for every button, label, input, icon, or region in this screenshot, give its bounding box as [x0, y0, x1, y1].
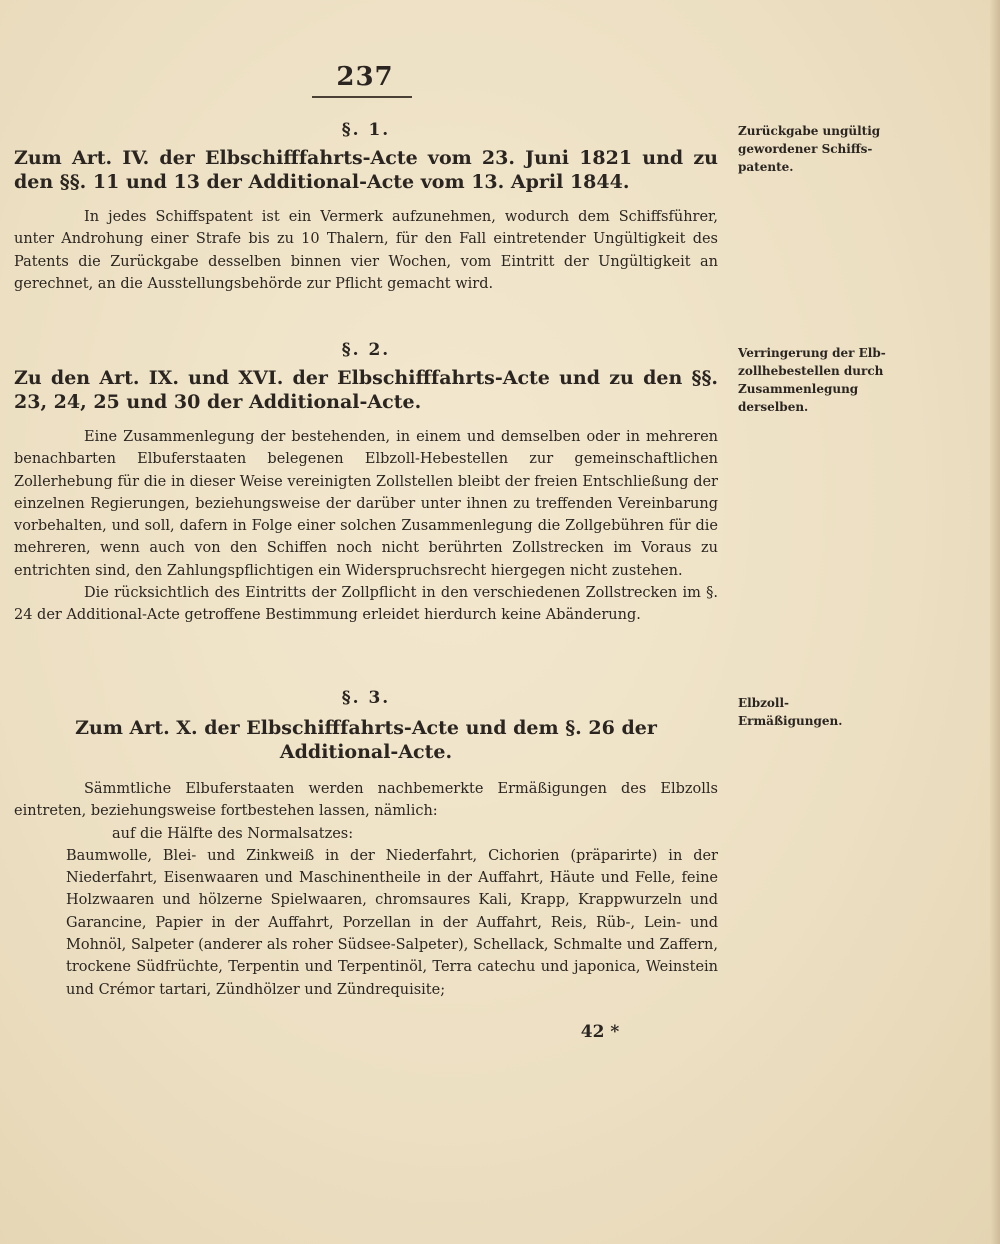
section-3 — [14, 688, 718, 1001]
section-heading: Zu den Art. IX. und XVI. der Elbschifffahrts-Acte und zu den §§. 23, 24, 25 und 30 der Additional-Acte. — [14, 367, 718, 413]
section-2 — [14, 340, 718, 627]
section-heading: Zum Art. IV. der Elbschifffahrts-Acte vom 23. Juni 1821 und zu den §§. 11 und 13 der Additional-Acte vom 13. April 1844. — [14, 147, 718, 193]
signature-mark: 42 * — [580, 1022, 620, 1042]
margin-note-3: Elbzoll-Ermäßigungen. — [738, 696, 843, 728]
margin-note-2: Verringerung der Elb-zollhebestellen durch Zusammenlegung derselben. — [738, 346, 886, 414]
page-edge — [990, 0, 1000, 1244]
section-label: §. 1. — [341, 120, 391, 140]
margin-note-1: Zurückgabe ungültig gewordener Schiffs-patente. — [738, 124, 881, 174]
section-heading: Zum Art. X. der Elbschifffahrts-Acte und dem §. 26 der Additional-Acte. — [75, 717, 657, 763]
paragraph: Die rücksichtlich des Eintritts der Zollpflicht in den verschiedenen Zollstrecken im §. 24 der Additional-Acte getroffene Bestimmung erleidet hierdurch keine Abänderung. — [14, 585, 718, 624]
header-rule — [312, 96, 412, 98]
paragraph: Sämmtliche Elbuferstaaten werden nachbemerkte Ermäßigungen des Elbzolls eintreten, beziehungsweise fortbestehen lassen, nämlich: — [14, 781, 718, 820]
goods-list: Baumwolle, Blei- und Zinkweiß in der Niederfahrt, Cichorien (präparirte) in der Niederfahrt, Eisenwaaren und Maschinentheile in der Auffahrt, Häute und Felle, feine Holzwaaren und hölzerne Spielwaaren, chromsaures Kali, Krapp, Krappwurzeln und Garancine, Papier in der Auffahrt, Porzellan in der Auffahrt, Reis, Rüb-, Lein- und Mohnöl, Salpeter (anderer als roher Südsee-Salpeter), Schellack, Schmalte und Zaffern, trockene Südfrüchte, Terpentin und Terpentinöl, Terra catechu und japonica, Weinstein und Crémor tartari, Zündhölzer und Zündrequisite; — [66, 847, 718, 998]
section-label: §. 2. — [341, 340, 391, 360]
paragraph: In jedes Schiffspatent ist ein Vermerk aufzunehmen, wodurch dem Schiffsführer, unter Androhung einer Strafe bis zu 10 Thalern, für den Fall eintretender Ungültigkeit des Patents die Zurückgabe desselben binnen vier Wochen, vom Eintritt der Ungültigkeit an gerechnet, an die Ausstellungsbehörde zur Pflicht gemacht wird. — [14, 209, 718, 292]
section-1 — [14, 120, 718, 295]
list-intro: auf die Hälfte des Normalsatzes: — [112, 825, 354, 842]
paragraph: Eine Zusammenlegung der bestehenden, in einem und demselben oder in mehreren benachbarten Elbuferstaaten belegenen Elbzoll-Hebestellen zur gemeinschaftlichen Zollerhebung für die in dieser Weise vereinigten Zollstellen bleibt der freien Entschließung der einzelnen Regierungen, beziehungsweise der darüber unter ihnen zu treffenden Vereinbarung vorbehalten, und soll, dafern in Folge einer solchen Zusammenlegung die Zollgebühren für die mehreren, wenn auch von den Schiffen noch nicht berührten Zollstrecken im Voraus zu entrichten sind, den Zahlungspflichtigen ein Widerspruchsrecht hiergegen nicht zustehen. — [14, 429, 718, 579]
section-label: §. 3. — [341, 688, 391, 708]
page-number: 237 — [336, 62, 394, 92]
